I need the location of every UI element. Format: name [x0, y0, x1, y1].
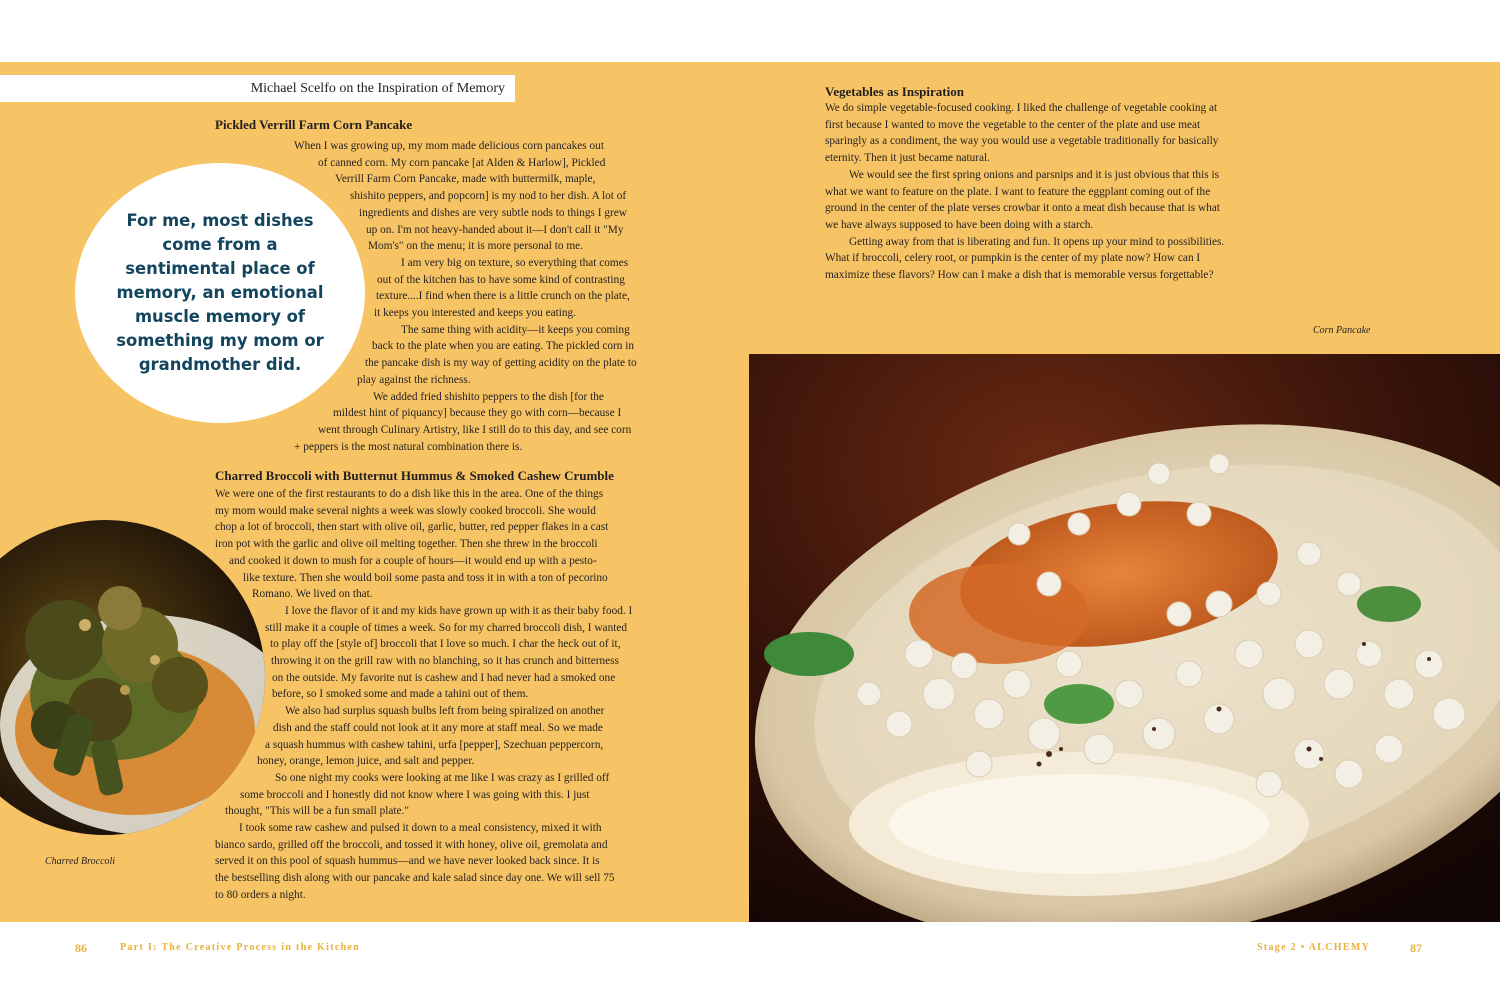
text-line: We were one of the first restaurants to do a dish like this in the area. One of the things: [215, 488, 604, 500]
text-line: We do simple vegetable-focused cooking. I liked the challenge of vegetable cooking at: [825, 102, 1218, 114]
text-line: eternity. Then it just became natural.: [825, 152, 991, 165]
broccoli-heading: Charred Broccoli with Butternut Hummus & Smoked Cashew Crumble: [215, 468, 614, 483]
text-line: I am very big on texture, so everything that comes: [401, 256, 629, 269]
corn-pancake-heading: Pickled Verrill Farm Corn Pancake: [215, 117, 413, 132]
text-line: I love the flavor of it and my kids have grown up with it as their baby food. I: [285, 604, 633, 617]
text-line: my mom would make several nights a week was slowly cooked broccoli. She would: [215, 504, 596, 517]
text-line: bianco sardo, grilled off the broccoli, and tossed it with honey, olive oil, gremolata and: [215, 838, 608, 851]
text-line: ground in the center of the plate verses crowbar it onto a meat dish because that is what: [825, 202, 1220, 215]
text-line: the bestselling dish along with our pancake and kale salad since day one. We will sell 75: [215, 872, 615, 885]
text-line: went through Culinary Artistry, like I still do to this day, and see corn: [318, 423, 632, 436]
corn-pancake-photo-caption: Corn Pancake: [1313, 325, 1371, 336]
text-line: mildest hint of piquancy] because they go with corn—because I: [333, 407, 622, 420]
text-line: maximize these flavors? How can I make a dish that is memorable versus forgettable?: [825, 269, 1214, 282]
text-line: out of the kitchen has to have some kind of contrasting: [377, 273, 625, 286]
text-line: of canned corn. My corn pancake [at Alden & Harlow], Pickled: [318, 156, 606, 169]
text-line: it keeps you interested and keeps you eating.: [374, 307, 577, 320]
corn-pancake-illustration: [749, 354, 1500, 922]
pull-quote-circle: [75, 163, 365, 423]
text-line: So one night my cooks were looking at me like I was crazy as I grilled off: [275, 771, 610, 784]
text-line: The same thing with acidity—it keeps you coming: [401, 323, 630, 336]
broccoli-body: [215, 486, 685, 904]
text-line: play against the richness.: [357, 373, 471, 386]
text-line: back to the plate when you are eating. The pickled corn in: [372, 340, 635, 353]
text-line: I took some raw cashew and pulsed it down to a meal consistency, mixed it with: [239, 822, 602, 835]
vegetables-heading: Vegetables as Inspiration: [825, 84, 964, 99]
text-line: a squash hummus with cashew tahini, urfa [pepper], Szechuan peppercorn,: [265, 738, 604, 751]
text-line: ingredients and dishes are very subtle nods to things I grew: [359, 206, 627, 219]
pull-quote-text: For me, most dishes come from a sentimental place of memory, an emotional muscle memory of something my mom or grandmother did.: [116, 211, 324, 374]
text-line: like texture. Then she would boil some pasta and toss it in with a ton of pecorino: [243, 571, 608, 584]
text-line: chop a lot of broccoli, then start with olive oil, garlic, butter, red pepper flakes in a cast: [215, 521, 609, 534]
text-line: Romano. We lived on that.: [252, 588, 373, 601]
text-line: to 80 orders a night.: [215, 888, 306, 901]
right-running-head: Stage 2 • ALCHEMY: [1257, 942, 1371, 953]
text-line: honey, orange, lemon juice, and salt and pepper.: [257, 755, 475, 768]
text-line: served it on this pool of squash hummus—and we have never looked back since. It is: [215, 855, 600, 868]
text-line: throwing it on the grill raw with no blanching, so it has crunch and bitterness: [271, 655, 619, 668]
right-page-number: 87: [1410, 941, 1422, 955]
section-header-bar: [0, 75, 515, 102]
text-line: still make it a couple of times a week. So for my charred broccoli dish, I wanted: [265, 621, 628, 634]
text-line: before, so I smoked some and made a tahini out of them.: [272, 688, 529, 701]
text-line: thought, "This will be a fun small plate.": [225, 805, 409, 818]
corn-pancake-photo: [749, 354, 1500, 922]
text-line: We added fried shishito peppers to the dish [for the: [373, 390, 604, 403]
text-line: When I was growing up, my mom made delicious corn pancakes out: [294, 140, 604, 152]
text-line: + peppers is the most natural combination there is.: [294, 440, 523, 453]
text-line: to play off the [style of] broccoli that I love so much. I char the heck out of it,: [270, 638, 621, 651]
text-line: We also had surplus squash bulbs left from being spiralized on another: [285, 705, 605, 718]
vegetables-body: [825, 100, 1305, 284]
text-line: on the outside. My favorite nut is cashew and I had never had a smoked one: [272, 671, 616, 684]
text-line: Verrill Farm Corn Pancake, made with buttermilk, maple,: [335, 173, 596, 186]
left-page-number: 86: [75, 941, 87, 955]
text-line: Getting away from that is liberating and fun. It opens up your mind to possibilities.: [849, 235, 1225, 248]
text-line: and cooked it down to mush for a couple of hours—it would end up with a pesto-: [229, 554, 597, 567]
text-line: up on. I'm not heavy-handed about it—I don't call it "My: [366, 223, 624, 236]
text-line: shishito peppers, and popcorn] is my nod to her dish. A lot of: [350, 190, 627, 203]
broccoli-photo-caption: Charred Broccoli: [45, 856, 116, 867]
text-line: iron pot with the garlic and olive oil melting together. Then she threw in the broccoli: [215, 538, 598, 551]
text-line: we have always supposed to have been doing with a starch.: [825, 218, 1094, 231]
left-running-head: Part I: The Creative Process in the Kitchen: [120, 942, 361, 953]
text-line: some broccoli and I honestly did not know where I was going with this. I just: [240, 788, 590, 801]
text-line: Mom's" on the menu; it is more personal to me.: [368, 240, 583, 253]
text-line: We would see the first spring onions and parsnips and it is just obvious that this is: [849, 168, 1219, 181]
text-line: what we want to feature on the plate. I want to feature the eggplant coming out of the: [825, 185, 1211, 198]
text-line: the pancake dish is my way of getting acidity on the plate to: [365, 357, 637, 370]
section-header-title: Michael Scelfo on the Inspiration of Memory: [250, 80, 505, 96]
text-line: first because I wanted to move the vegetable to the center of the plate and use meat: [825, 118, 1201, 131]
text-line: sparingly as a condiment, the way you would use a vegetable traditionally for basically: [825, 135, 1219, 148]
text-line: What if broccoli, celery root, or pumpkin is the center of my plate now? How can I: [825, 252, 1201, 265]
text-line: dish and the staff could not look at it any more at staff meal. So we made: [273, 721, 603, 734]
text-line: texture....I find when there is a little crunch on the plate,: [376, 290, 630, 303]
